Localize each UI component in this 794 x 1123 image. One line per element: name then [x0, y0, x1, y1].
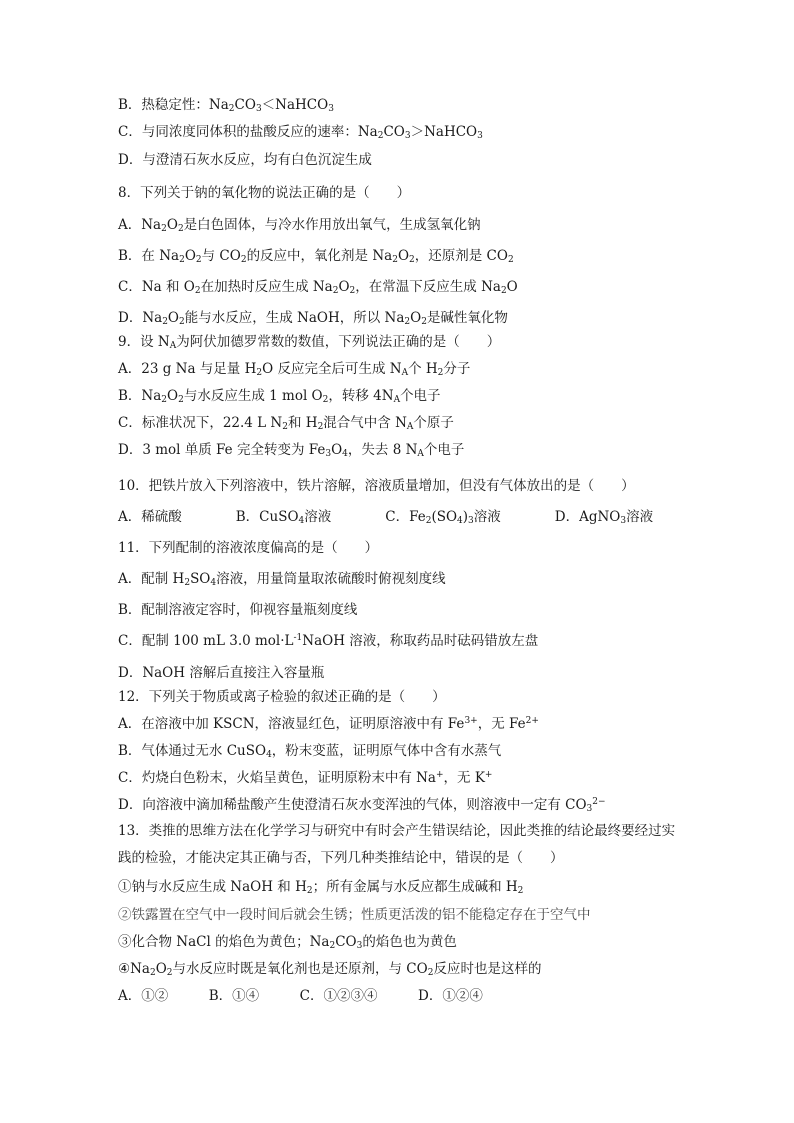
q9-option-a: A．23 g Na 与足量 $H_2O$ 反应完全后可生成 $N_A$个 $H_2$分子 — [118, 361, 471, 378]
q8-option-b: B．在 $Na_2O_2$与 $CO_2$的反应中，氧化剂是 $Na_2O_2$，还原剂是 $CO_2$ — [118, 248, 514, 265]
q9-option-c: C．标准状况下，22.4 L $N_2$和 $H_2$混合气中含 $N_A$个原子 — [118, 415, 454, 432]
q12-stem: 12．下列关于物质或离子检验的叙述正确的是（ ） — [118, 689, 446, 705]
q10-options: A．稀硫酸 B．CuSO$_4$溶液 C．$Fe_2(SO_4)_3$溶液 D．AgNO$_3$溶液 — [118, 509, 654, 526]
q12-option-c: C．灼烧白色粉末，火焰呈黄色，证明原粉末中有 Na+，无 K+ — [118, 770, 493, 786]
q13-stem: 13．类推的思维方法在化学学习与研究中有时会产生错误结论，因此类推的结论最终要经过实践的检验，才能决定其正确与否，下列几种类推结论中，错误的是（ ） — [118, 823, 676, 866]
q11-option-c: C．配制 100 mL 3.0 $mol\cdot L^{-1}NaOH$ 溶液，称取药品时砝码错放左盘 — [118, 633, 539, 649]
q10-stem: 10．把铁片放入下列溶液中，铁片溶解，溶液质量增加，但没有气体放出的是（ ） — [118, 478, 635, 494]
q8-option-a: A．$Na_2O_2$是白色固体，与冷水作用放出氧气，生成氢氧化钠 — [118, 217, 481, 234]
q9-option-d: D．3 mol 单质 Fe 完全转变为 $Fe_3O_4$，失去 8 $N_A$个电子 — [118, 442, 465, 459]
q9-stem: 9．设 $N_A$为阿伏加德罗常数的数值，下列说法正确的是（ ） — [118, 334, 501, 351]
q12-option-d: D．向溶液中滴加稀盐酸产生使澄清石灰水变浑浊的气体，则溶液中一定有 $CO_3^{2-}$ — [118, 797, 606, 814]
q12-option-b: B．气体通过无水 CuSO$_4$，粉末变蓝，证明原气体中含有水蒸气 — [118, 743, 502, 760]
q11-option-d: D．NaOH 溶解后直接注入容量瓶 — [118, 665, 325, 681]
q11-option-a: A．配制 $H_2SO_4$溶液，用量筒量取浓硫酸时俯视刻度线 — [118, 571, 446, 588]
q7-option-d: D．与澄清石灰水反应，均有白色沉淀生成 — [118, 152, 372, 168]
q7-option-c: C．与同浓度同体积的盐酸反应的速率：$Na_2CO_3>NaHCO_3$ — [118, 124, 483, 141]
q8-option-d: D．$Na_2O_2$能与水反应，生成 NaOH，所以 $Na_2O_2$是碱性氧化物 — [118, 310, 508, 327]
q13-statement-3: ③化合物 NaCl 的焰色为黄色；$Na_2CO_3$的焰色也为黄色 — [118, 934, 457, 951]
q8-option-c: C．Na 和 $O_2$在加热时反应生成 $Na_2O_2$，在常温下反应生成 $Na_2O$ — [118, 279, 518, 296]
q13-statement-4: $④Na_2O_2$与水反应时既是氧化剂也是还原剂，与 $CO_2$反应时也是这样的 — [118, 961, 542, 978]
q13-statement-2: ②铁露置在空气中一段时间后就会生锈；性质更活泼的铝不能稳定存在于空气中 — [118, 907, 591, 923]
q12-option-a: A．在溶液中加 KSCN，溶液显红色，证明原溶液中有 $Fe^{3+}$，无 $Fe^{2+}$ — [118, 716, 539, 732]
q9-option-b: B．$Na_2O_2$与水反应生成 1 mol $O_2$，转移 $4N_A$个电子 — [118, 388, 441, 405]
q11-stem: 11．下列配制的溶液浓度偏高的是（ ） — [118, 540, 379, 556]
q11-option-b: B．配制溶液定容时，仰视容量瓶刻度线 — [118, 602, 358, 618]
q8-stem: 8．下列关于钠的氧化物的说法正确的是（ ） — [118, 185, 411, 201]
q13-options: A．①② B．①④ C．①②③④ D．①②④ — [118, 988, 483, 1004]
q7-option-b: B．热稳定性：$Na_2CO_3<NaHCO_3$ — [118, 97, 334, 114]
q13-statement-1: ①钠与水反应生成 NaOH 和 $H_2$；所有金属与水反应都生成碱和 $H_2$ — [118, 879, 524, 896]
